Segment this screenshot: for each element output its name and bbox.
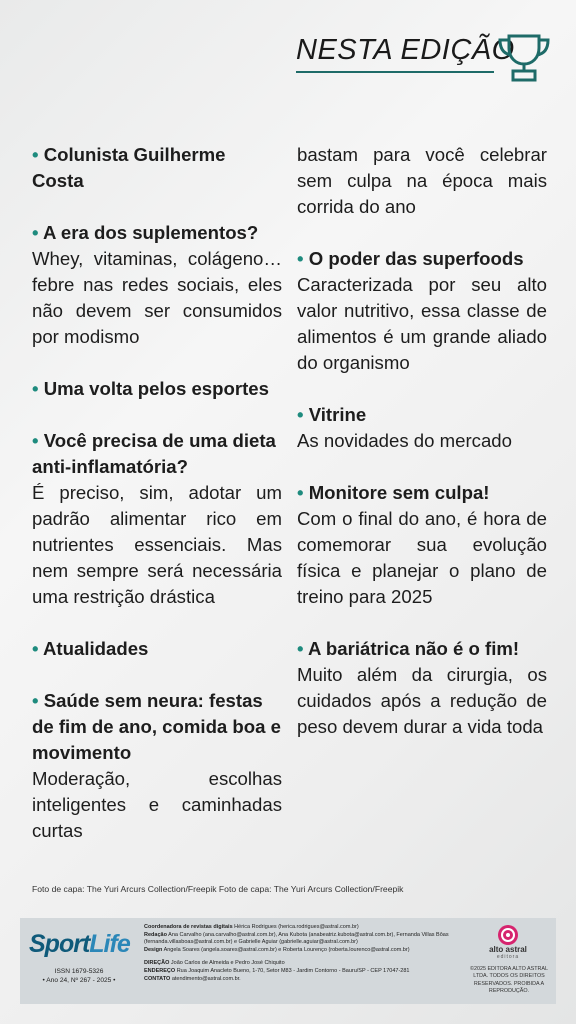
masthead-footer: [20, 918, 556, 1004]
staff-line: CONTATO atendimento@astral.com.br.: [144, 975, 241, 982]
contents-item[interactable]: [297, 480, 547, 610]
staff-line: Redação Ana Carvalho (ana.carvalho@astral.com.br), Ana Kubota (anabeatriz.kubota@astral.com.br), Fernanda Villas Bôas (fernanda.villasboas@astral.com.br) e Gabrielle Aguiar (gabrielle.aguiar@astral.com.br): [144, 931, 449, 946]
publisher-name: alto astral: [489, 945, 527, 954]
item-title: • Uma volta pelos esportes: [32, 378, 269, 399]
bullet-icon: •: [297, 482, 304, 503]
item-title: • A era dos suplementos?: [32, 222, 259, 243]
staff-line: Coordenadora de revistas digitais Hérica Rodrigues (herica.rodrigues@astral.com.br): [144, 924, 359, 930]
publisher-sub: editora: [496, 954, 520, 960]
staff-line: Design Angela Soares (angela.soares@astral.com.br) e Roberta Lourenço (roberta.lourenco@astral.com.br): [144, 946, 410, 953]
contents-item[interactable]: [32, 636, 282, 662]
item-description: Muito além da cirurgia, os cuidados após a redução de peso devem durar a vida toda: [297, 664, 547, 737]
staff-line: ENDEREÇO Rua Joaquim Anacleto Bueno, 1-70, Setor M83 - Jardim Contorno - Bauru/SP - CEP 17047-281: [144, 967, 410, 974]
copyright-notice: ©2025 EDITORA ALTO ASTRAL LTDA. TODOS OS DIREITOS RESERVADOS. PROIBIDA A REPRODUÇÃO.: [470, 966, 548, 995]
item-title: • O poder das superfoods: [297, 248, 524, 269]
photo-credit: Foto de capa: The Yuri Arcurs Collection/Freepik Foto de capa: The Yuri Arcurs Collection/Freepik: [32, 884, 404, 894]
item-description: bastam para você celebrar sem culpa na época mais corrida do ano: [297, 144, 547, 217]
issn-info: [24, 967, 134, 985]
contents-item[interactable]: [297, 246, 547, 376]
bullet-icon: •: [297, 248, 304, 269]
contents-item[interactable]: [32, 376, 282, 402]
contents-item[interactable]: [32, 428, 282, 610]
page-title: NESTA EDIÇÃO: [296, 34, 515, 66]
item-description: É preciso, sim, adotar um padrão alimentar rico em nutrientes essenciais. Mas nem sempre será necessária uma restrição drástica: [32, 482, 282, 607]
item-description: Com o final do ano, é hora de comemorar sua evolução física e planejar o plano de treino para 2025: [297, 508, 547, 607]
bullet-icon: •: [32, 222, 39, 243]
item-title: • Colunista Guilherme Costa: [32, 144, 226, 191]
bullet-icon: •: [32, 378, 39, 399]
item-title: • A bariátrica não é o fim!: [297, 638, 520, 659]
item-description: Whey, vitaminas, colágeno… febre nas redes sociais, eles não devem ser consumidos por modismo: [32, 248, 282, 347]
item-title: • Atualidades: [32, 638, 149, 659]
contents-item[interactable]: [32, 220, 282, 350]
staff-credits: [144, 924, 474, 983]
staff-line: DIREÇÃO João Carlos de Almeida e Pedro José Chiquito: [144, 960, 285, 967]
bullet-icon: •: [32, 144, 39, 165]
bullet-icon: •: [32, 638, 39, 659]
item-title: • Monitore sem culpa!: [297, 482, 490, 503]
issn-number: ISSN 1679-5326: [54, 968, 104, 975]
bullet-icon: •: [32, 690, 39, 711]
trophy-icon: [495, 30, 553, 82]
bullet-icon: •: [297, 638, 304, 659]
bullet-icon: •: [32, 430, 39, 451]
item-title: • Vitrine: [297, 404, 367, 425]
edition-number: • Ano 24, Nº 267 - 2025 •: [42, 977, 116, 984]
contents-right-column: [297, 142, 547, 740]
item-description: Moderação, escolhas inteligentes e caminhadas curtas: [32, 768, 282, 841]
item-description: Caracterizada por seu alto valor nutritivo, essa classe de alimentos é um grande aliado do organismo: [297, 274, 547, 373]
item-title: • Você precisa de uma dieta anti-inflamatória?: [32, 430, 276, 477]
contents-item-continued[interactable]: [297, 142, 547, 220]
alto-astral-logo-icon: [497, 924, 519, 946]
item-title: • Saúde sem neura: festas de fim de ano, comida boa e movimento: [32, 690, 282, 763]
contents-item[interactable]: [32, 142, 282, 194]
sportlife-logo: SportLife: [29, 930, 130, 958]
contents-item[interactable]: [297, 402, 547, 454]
item-description: As novidades do mercado: [297, 430, 512, 451]
contents-left-column: [32, 142, 282, 844]
edition-header: [290, 30, 560, 90]
contents-item[interactable]: [32, 688, 282, 844]
bullet-icon: •: [297, 404, 304, 425]
title-underline: [296, 71, 494, 73]
contents-item[interactable]: [297, 636, 547, 740]
